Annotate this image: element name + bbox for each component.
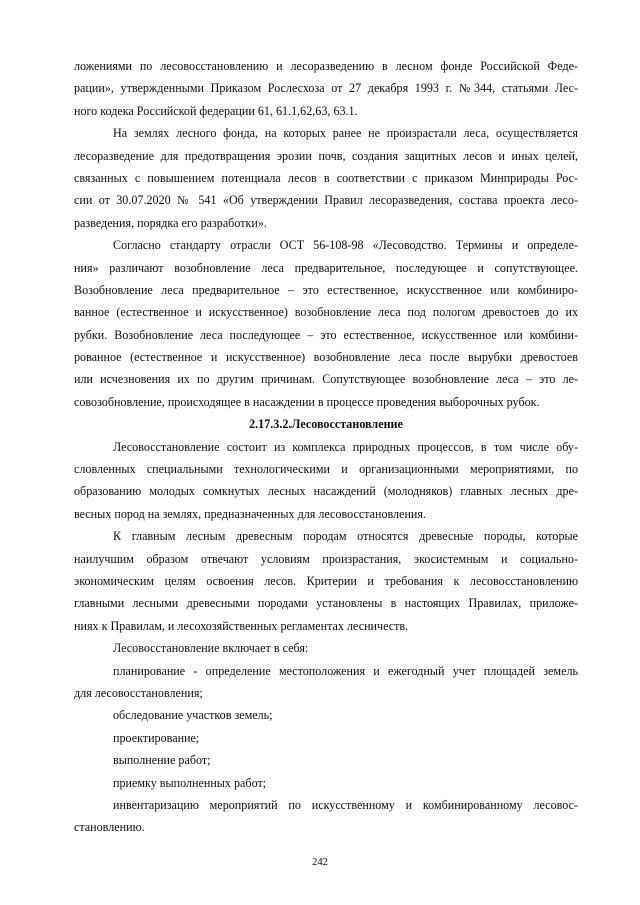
text-line: ния» различают возобновление леса предварительное, последующее и сопутствующее.	[74, 260, 578, 275]
text-line: рованное (естественное и искусственное) возобновление леса после вырубки древостоев	[74, 350, 578, 365]
text-line: разведения, порядка его разработки».	[74, 215, 267, 230]
text-line: ложениями по лесовосстановлению и лесоразведению в лесном фонде Российской Феде-	[74, 59, 578, 73]
page-number: 242	[312, 857, 328, 868]
text-line: связанных с повышением потенциала лесов в соответствии с приказом Минприроды Рос-	[74, 170, 578, 185]
text-line: словленных специальными технологическими и организационными мероприятиями, по	[74, 462, 578, 477]
section-heading: 2.17.3.2.Лесовосстановление	[249, 417, 403, 432]
text-line: рации», утвержденными Приказом Рослесхоза от 27 декабря 1993 г. №344, статьями Лес-	[74, 81, 578, 96]
text-line: главными лесными древесными породами установлены в настоящих Правилах, приложе-	[74, 596, 578, 611]
text-line: рубки. Возобновление леса последующее – это естественное, искусственное или комбини-	[74, 327, 578, 342]
text-line: Возобновление леса предварительное – это естественное, искусственное или комбиниро-	[74, 282, 578, 297]
list-item: планирование - определение местоположения и ежегодный учет площадей земель	[113, 663, 578, 678]
text-line: для лесовосстановления;	[74, 685, 203, 700]
list-item: обследование участков земель;	[113, 708, 273, 723]
text-line: или исчезновения их по другим причинам. Сопутствующее возобновление леса – это ле-	[74, 372, 578, 387]
text-line: Согласно стандарту отрасли ОСТ 56-108-98 «Лесоводство. Термины и определе-	[113, 238, 578, 253]
text-line: сии от 30.07.2020 № 541 «Об утверждении Правил лесоразведения, состава проекта лесо-	[74, 193, 578, 208]
text-line: Лесовосстановление состоит из комплекса природных процессов, в том числе обу-	[113, 439, 578, 454]
text-line: К главным лесным древесным породам относятся древесные породы, которые	[113, 529, 578, 544]
text-line: ниях к Правилам, и лесохозяйственных регламентах лесничеств.	[74, 618, 409, 633]
list-item: приемку выполненных работ;	[113, 775, 267, 790]
text-line: становлению.	[74, 820, 145, 835]
text-line: На землях лесного фонда, на которых ранее не произрастали леса, осуществляется	[113, 126, 578, 141]
text-line: наилучшим образом отвечают условиям произрастания, экосистемным и социально-	[74, 551, 578, 566]
text-line: экономическим целям освоения лесов. Критерии и требования к лесовосстановлению	[74, 573, 578, 588]
text-line: ного кодека Российской федерации 61, 61.1,62,63, 63.1.	[74, 103, 358, 118]
text-line: совозобновление, происходящее в насаждении в процессе проведения выборочных рубок.	[74, 394, 540, 409]
list-item: выполнение работ;	[113, 753, 211, 768]
text-line: Лесовосстановление включает в себя:	[113, 641, 309, 656]
text-line: образованию молодых сомкнутых лесных насаждений (молодняков) главных лесных дре-	[74, 484, 578, 499]
text-line: ванное (естественное и искусственное) возобновление леса под пологом древостоев до их	[74, 305, 578, 320]
list-item: проектирование;	[113, 730, 200, 745]
list-item: инвентаризацию мероприятий по искусственному и комбинированному лесовос-	[113, 797, 578, 812]
document-page	[74, 55, 578, 839]
text-line: весных пород на землях, предназначенных для лесовосстановления.	[74, 506, 426, 521]
text-line: лесоразведение для предотвращения эрозии почв, создания защитных лесов и иных целей,	[74, 148, 578, 163]
